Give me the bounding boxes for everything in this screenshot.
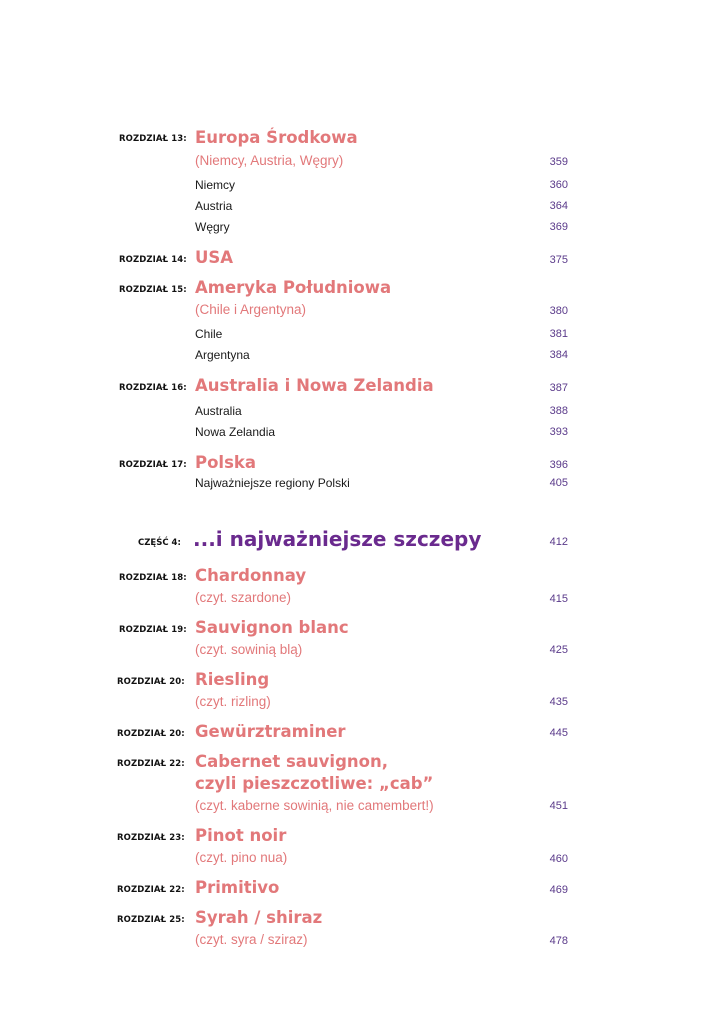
chapter-subtitle: (czyt. sowinią blą) bbox=[195, 642, 303, 657]
chapter-label: ROZDZIAŁ 22: bbox=[117, 885, 185, 895]
chapter-title[interactable]: Pinot noir bbox=[195, 826, 287, 845]
chapter-subtitle: (czyt. szardone) bbox=[195, 590, 292, 605]
section-item[interactable]: Australia bbox=[195, 404, 242, 418]
chapter-title[interactable]: Australia i Nowa Zelandia bbox=[195, 376, 434, 395]
chapter-title[interactable]: Sauvignon blanc bbox=[195, 618, 349, 637]
chapter-label: ROZDZIAŁ 18: bbox=[119, 573, 187, 583]
section-item[interactable]: Najważniejsze regiony Polski bbox=[195, 476, 350, 490]
chapter-label: ROZDZIAŁ 22: bbox=[117, 759, 185, 769]
section-item[interactable]: Chile bbox=[195, 327, 223, 341]
chapter-subtitle: (czyt. pino nua) bbox=[195, 850, 288, 865]
chapter-title[interactable]: Europa Środkowa bbox=[195, 128, 358, 147]
section-item[interactable]: Argentyna bbox=[195, 348, 250, 362]
chapter-title[interactable]: Gewürztraminer bbox=[195, 722, 346, 741]
chapter-title[interactable]: Primitivo bbox=[195, 878, 280, 897]
section-item[interactable]: Nowa Zelandia bbox=[195, 425, 276, 439]
part-title[interactable]: ...i najważniejsze szczepy bbox=[193, 527, 482, 551]
page-number: 469 bbox=[549, 884, 568, 896]
page-number: 380 bbox=[549, 305, 568, 317]
chapter-label: ROZDZIAŁ 20: bbox=[117, 729, 185, 739]
page-number: 387 bbox=[549, 382, 568, 394]
chapter-subtitle: (czyt. rizling) bbox=[195, 694, 271, 709]
page-number: 478 bbox=[549, 935, 568, 947]
page-number: 375 bbox=[549, 254, 568, 266]
chapter-title[interactable]: USA bbox=[195, 248, 234, 267]
chapter-label: ROZDZIAŁ 25: bbox=[117, 915, 185, 925]
page-number: 451 bbox=[549, 800, 568, 812]
chapter-label: ROZDZIAŁ 15: bbox=[119, 285, 187, 295]
page-number: 435 bbox=[549, 696, 568, 708]
page-number: 445 bbox=[549, 727, 568, 739]
chapter-title[interactable]: Riesling bbox=[195, 670, 270, 689]
chapter-label: ROZDZIAŁ 14: bbox=[119, 255, 187, 265]
chapter-label: ROZDZIAŁ 20: bbox=[117, 677, 185, 687]
chapter-label: ROZDZIAŁ 19: bbox=[119, 625, 187, 635]
chapter-title-line-2[interactable]: czyli pieszczotliwe: „cab” bbox=[195, 774, 434, 793]
page-number: 388 bbox=[549, 405, 568, 417]
chapter-label: ROZDZIAŁ 16: bbox=[119, 383, 187, 393]
chapter-label: ROZDZIAŁ 13: bbox=[119, 134, 187, 144]
chapter-subtitle: (czyt. kaberne sowinią, nie camembert!) bbox=[195, 798, 434, 813]
section-item[interactable]: Węgry bbox=[195, 220, 230, 234]
section-item[interactable]: Niemcy bbox=[195, 178, 236, 192]
page-number: 393 bbox=[549, 426, 568, 438]
page-number: 364 bbox=[549, 200, 568, 212]
chapter-subtitle: (czyt. syra / sziraz) bbox=[195, 932, 308, 947]
page-number: 396 bbox=[549, 459, 568, 471]
page-number: 405 bbox=[549, 477, 568, 489]
page-number: 381 bbox=[549, 328, 568, 340]
chapter-subtitle: (Chile i Argentyna) bbox=[195, 302, 307, 317]
chapter-title[interactable]: Ameryka Południowa bbox=[195, 278, 392, 297]
chapter-subtitle: (Niemcy, Austria, Węgry) bbox=[195, 153, 344, 168]
section-item[interactable]: Austria bbox=[195, 199, 233, 213]
part-label: CZĘŚĆ 4: bbox=[138, 538, 181, 548]
page-number: 369 bbox=[549, 221, 568, 233]
page-number: 359 bbox=[549, 156, 568, 168]
chapter-title-line-1[interactable]: Cabernet sauvignon, bbox=[195, 752, 388, 771]
page-number: 412 bbox=[549, 536, 568, 548]
chapter-title[interactable]: Syrah / shiraz bbox=[195, 908, 323, 927]
page-number: 384 bbox=[549, 349, 568, 361]
chapter-title[interactable]: Chardonnay bbox=[195, 566, 307, 585]
page-number: 415 bbox=[549, 593, 568, 605]
chapter-label: ROZDZIAŁ 17: bbox=[119, 460, 187, 470]
chapter-label: ROZDZIAŁ 23: bbox=[117, 833, 185, 843]
page-number: 425 bbox=[549, 644, 568, 656]
page-number: 460 bbox=[549, 853, 568, 865]
page-number: 360 bbox=[549, 179, 568, 191]
chapter-title[interactable]: Polska bbox=[195, 453, 257, 472]
